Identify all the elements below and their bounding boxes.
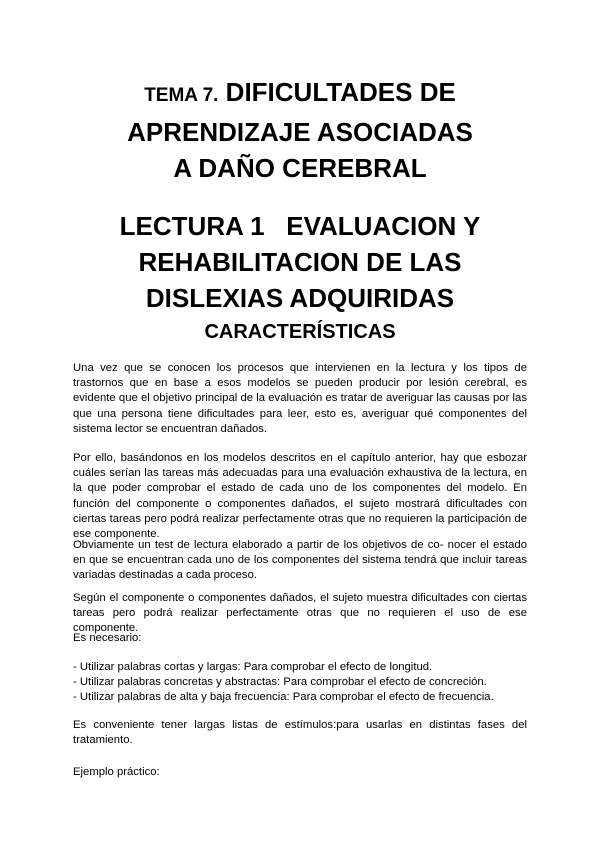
paragraph-7: Ejemplo práctico: — [73, 766, 160, 778]
paragraph-2: Por ello, basándonos en los modelos descritos en el capítulo anterior, hay que esbozar cuáles serían las tareas más adecuadas para una evaluación exhaustiva de la lectura, en la que poder comprobar el estado de cada uno de los componentes del modelo. En función del componente o componentes dañados, el sujeto mostrará dificultades con ciertas tareas pero podrá realizar perfectamente otras que no requieren la participación de ese componente. — [73, 452, 527, 541]
tema-title-line-3: A DAÑO CEREBRAL — [173, 153, 427, 183]
list-item: - Utilizar palabras concretas y abstractas: Para comprobar el efecto de concreción. — [73, 676, 487, 689]
lectura-title-line-3: DISLEXIAS ADQUIRIDAS — [145, 283, 455, 313]
paragraph-4: Según el componente o componentes dañados, el sujeto muestra dificultades con ciertas tareas pero podrá realizar perfectamente otras que no requieren el uso de ese componente. — [73, 592, 527, 635]
list-item: - Utilizar palabras cortas y largas: Para comprobar el efecto de longitud. — [73, 661, 433, 673]
paragraph-1: Una vez que se conocen los procesos que intervienen en la lectura y los tipos de trastornos que en base a esos modelos se pueden producir por lesión cerebral, es evidente que el objetivo principal de la evaluación es tratar de averiguar las causas por las que una persona tiene dificultades para leer, esto es, averiguar qué componentes del sistema lector se encuentran dañados. — [73, 362, 527, 435]
tema-title — [0, 74, 600, 186]
tema-prefix: TEMA 7. — [144, 85, 219, 106]
lectura-title — [0, 208, 600, 316]
tema-title-line-2: APRENDIZAJE ASOCIADAS — [127, 117, 473, 147]
section-heading: CARACTERÍSTICAS — [204, 321, 396, 343]
paragraph-6: Es conveniente tener largas listas de estímulos:para usarlas en distintas fases del tratamiento. — [73, 719, 527, 747]
list-item: - Utilizar palabras de alta y baja frecuencia: Para comprobar el efecto de frecuencia. — [73, 691, 494, 704]
paragraph-3: Obviamente un test de lectura elaborado a partir de los objetivos de co- nocer el estado en que se encuentran cada uno de los componentes del sistema tendrá que incluir tareas variadas destinadas a cada proceso. — [73, 539, 527, 582]
requirements-list — [73, 660, 533, 706]
lectura-title-line-2: REHABILITACION DE LAS — [138, 247, 462, 277]
tema-title-line-1 — [0, 74, 600, 114]
paragraph-5: Es necesario: — [73, 632, 142, 644]
tema-line-1-text: DIFICULTADES DE — [225, 77, 456, 107]
lectura-title-line-1: LECTURA 1 EVALUACION Y — [119, 211, 481, 241]
